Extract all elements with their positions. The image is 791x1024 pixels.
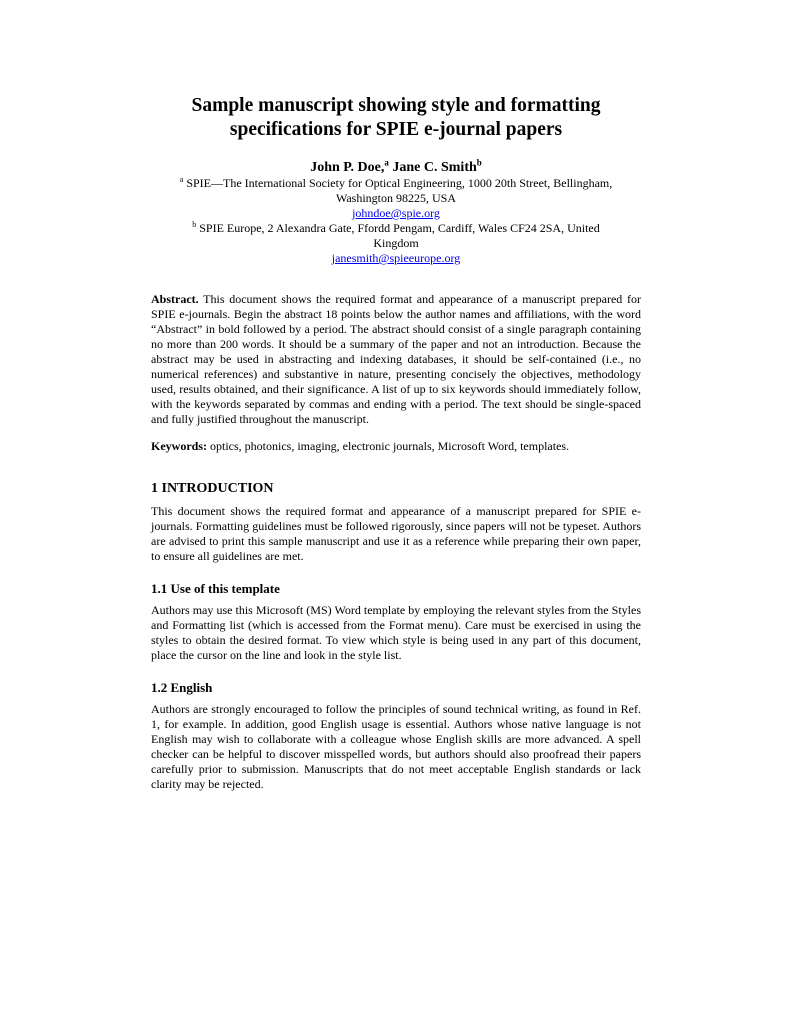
author-affiliation-marker: a [384, 157, 389, 168]
template-paragraph: Authors may use this Microsoft (MS) Word template by employing the relevant styles from the Styles and Formatting list (which is accessed from the Format menu). Care must be exercised in using the styles to obtain the desired format. To view which style is being used in any part of this document, place the cursor on the line and look in the style list. [151, 603, 641, 662]
subsection-heading-english: 1.2 English [151, 680, 213, 695]
author-affiliation-marker: b [476, 157, 482, 168]
author-name: John P. Doe, [310, 160, 385, 175]
affiliation-address [151, 221, 641, 236]
author-list [151, 157, 641, 176]
subsection-heading-template: 1.1 Use of this template [151, 581, 280, 596]
affiliation-b [151, 221, 641, 266]
abstract-label: Abstract. [151, 292, 199, 306]
paper-title-line-2: specifications for SPIE e-journal papers [229, 119, 563, 140]
keywords-text: optics, photonics, imaging, electronic journals, Microsoft Word, templates. [207, 439, 570, 453]
document-page [151, 94, 641, 792]
affiliation-address [151, 176, 641, 191]
email-link[interactable]: janesmith@spieeurope.org [331, 251, 461, 265]
author-name: Jane C. Smith [388, 160, 477, 175]
paper-title [151, 94, 641, 142]
abstract-text: This document shows the required format and appearance of a manuscript prepared for SPIE e-journals. Begin the abstract 18 points below the author names and affiliations, with the word “Abstract” in bold followed by a period. The abstract should consist of a single paragraph containing no more than 200 words. It should be a summary of the paper and not an introduction. Because the abstract may be used in abstracting and indexing databases, it should be self-contained (i.e., no numerical references) and substantive in nature, presenting concisely the objectives, methodology used, results obtained, and their significance. A list of up to six keywords should immediately follow, with the keywords separated by commas and ending with a period. The text should be single-spaced and fully justified throughout the manuscript. [151, 292, 641, 426]
keywords-paragraph [151, 439, 641, 454]
affiliation-address-line-2: Washington 98225, USA [335, 191, 457, 205]
keywords-label: Keywords: [151, 439, 207, 453]
paper-title-line-1: Sample manuscript showing style and formatting [191, 95, 601, 116]
affiliation-address-line-2: Kingdom [373, 236, 419, 250]
english-paragraph: Authors are strongly encouraged to follow the principles of sound technical writing, as found in Ref. 1, for example. In addition, good English usage is essential. Authors whose native language is not English may wish to collaborate with a colleague whose English skills are more advanced. A spell checker can be helpful to discover misspelled words, but authors should also proofread their papers carefully prior to submission. Manuscripts that do not meet acceptable English standards or lack clarity may be rejected. [151, 702, 641, 791]
affiliation-address-line-1: SPIE Europe, 2 Alexandra Gate, Ffordd Pengam, Cardiff, Wales CF24 2SA, United [196, 221, 600, 235]
affiliation-marker: b [192, 220, 197, 229]
abstract-paragraph [151, 292, 641, 427]
section-heading-introduction: 1 INTRODUCTION [151, 481, 274, 496]
introduction-paragraph: This document shows the required format and appearance of a manuscript prepared for SPIE e-journals. Formatting guidelines must be followed rigorously, since papers will not be typeset. Authors are advised to print this sample manuscript and use it as a reference while preparing their own paper, to ensure all guidelines are met. [151, 504, 641, 563]
affiliation-marker: a [179, 175, 184, 184]
affiliation-a [151, 176, 641, 221]
affiliation-address-line-1: SPIE—The International Society for Optical Engineering, 1000 20th Street, Bellingham, [183, 176, 613, 190]
email-link[interactable]: johndoe@spie.org [352, 206, 440, 220]
